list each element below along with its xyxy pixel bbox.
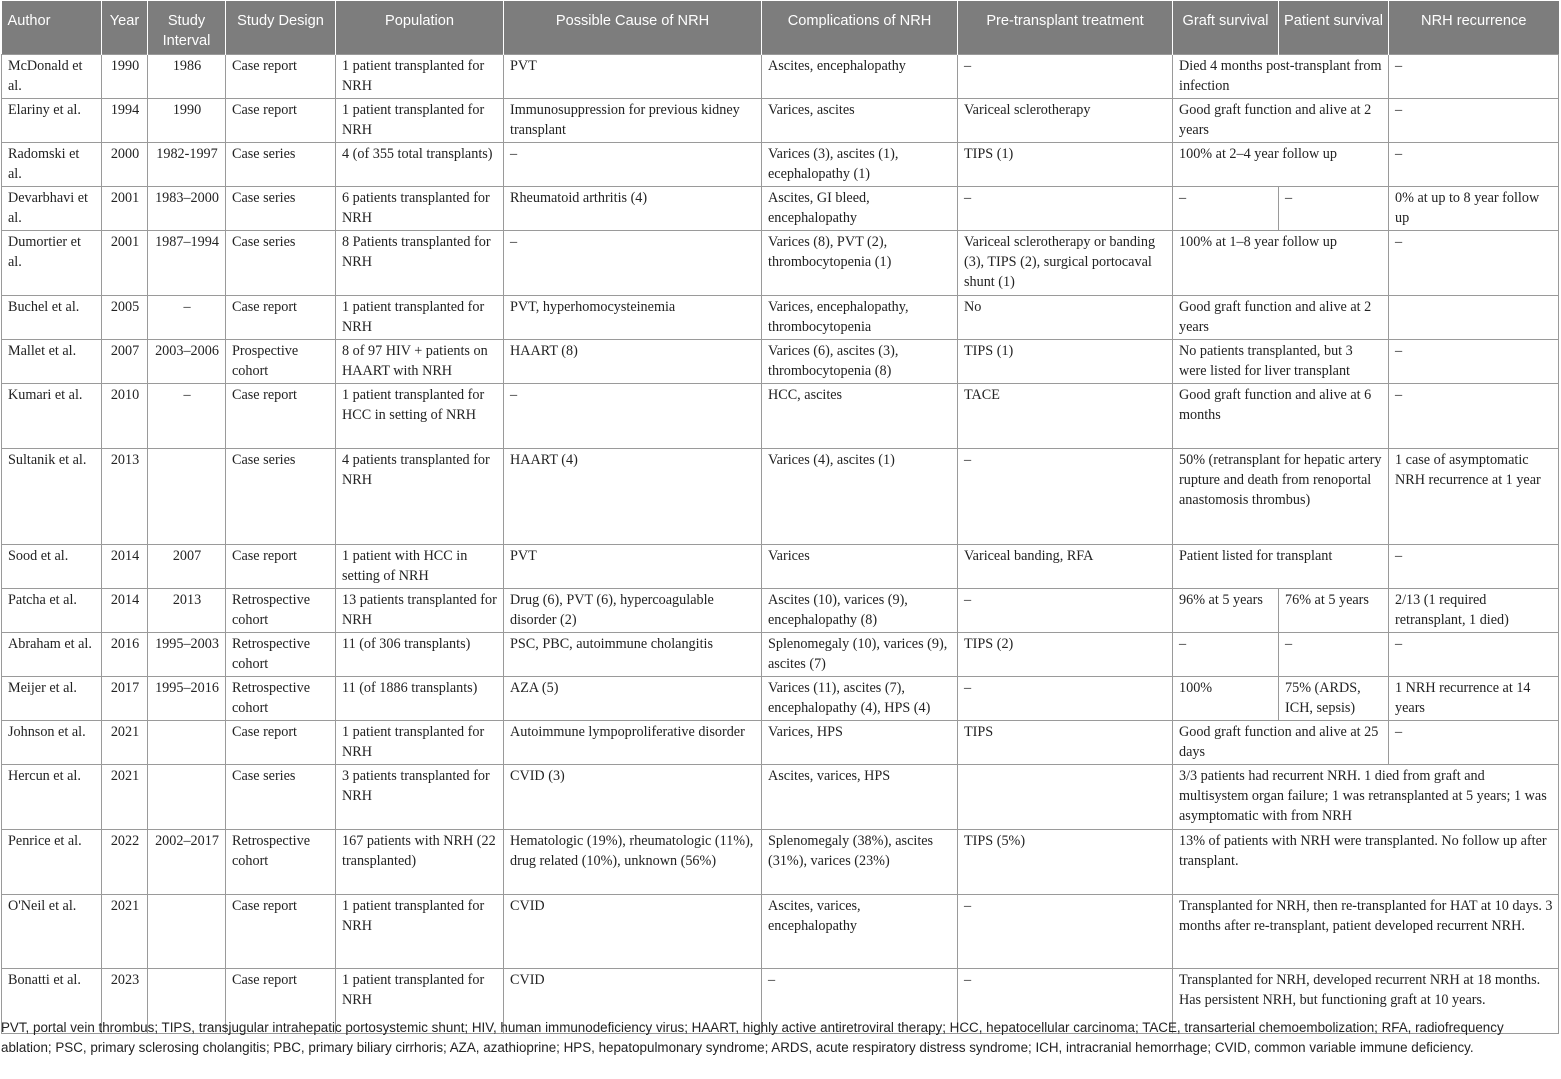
design-cell: Case report <box>226 55 336 99</box>
recurrence-cell: – <box>1389 55 1559 99</box>
table-row <box>2 589 1559 633</box>
header-row <box>2 1 1559 55</box>
author-cell: Elariny et al. <box>2 99 102 143</box>
population-cell: 4 (of 355 total transplants) <box>336 143 504 187</box>
interval-cell: – <box>148 296 226 340</box>
graft-patient-survival-cell: Good graft function and alive at 2 years <box>1173 99 1389 143</box>
treatment-cell: – <box>958 895 1173 969</box>
table-row <box>2 721 1559 765</box>
population-cell: 1 patient transplanted for NRH <box>336 99 504 143</box>
recurrence-cell: – <box>1389 384 1559 449</box>
recurrence-cell <box>1389 296 1559 340</box>
author-cell: Penrice et al. <box>2 830 102 895</box>
author-cell: Dumortier et al. <box>2 231 102 296</box>
year-cell: 2013 <box>102 449 148 545</box>
outcome-cell: 3/3 patients had recurrent NRH. 1 died from graft and multisystem organ failure; 1 was retransplanted at 5 years; 1 was asymptomatic with from NRH <box>1173 765 1559 830</box>
interval-cell: – <box>148 384 226 449</box>
year-cell: 2001 <box>102 231 148 296</box>
year-cell: 2017 <box>102 677 148 721</box>
population-cell: 1 patient transplanted for NRH <box>336 55 504 99</box>
graft-survival-cell: – <box>1173 187 1279 231</box>
complications-cell: Varices, encephalopathy, thrombocytopenia <box>762 296 958 340</box>
outcome-cell: 13% of patients with NRH were transplanted. No follow up after transplant. <box>1173 830 1559 895</box>
population-cell: 11 (of 306 transplants) <box>336 633 504 677</box>
graft-patient-survival-cell: 100% at 1–8 year follow up <box>1173 231 1389 296</box>
cause-cell: – <box>504 384 762 449</box>
population-cell: 1 patient transplanted for NRH <box>336 721 504 765</box>
recurrence-cell: – <box>1389 545 1559 589</box>
design-cell: Retrospective cohort <box>226 589 336 633</box>
population-cell: 6 patients transplanted for NRH <box>336 187 504 231</box>
table-footnote: PVT, portal vein thrombus; TIPS, transjugular intrahepatic portosystemic shunt; HIV, human immunodeficiency virus; HAART, highly active antiretroviral therapy; HCC, hepatocellular carcinoma; TACE, transarterial chemoembolization; RFA, radiofrequency ablation; PSC, primary sclerosing cholangitis; PBC, primary biliary cirrhoris; AZA, azathioprine; HPS, hepatopulmonary syndrome; ARDS, acute respiratory distress syndrome; ICH, intracranial hemorrhage; CVID, common variable immune deficiency. <box>1 1020 1504 1055</box>
table-row <box>2 449 1559 545</box>
table-row <box>2 677 1559 721</box>
author-cell: Patcha et al. <box>2 589 102 633</box>
author-cell: O'Neil et al. <box>2 895 102 969</box>
patient-survival-cell: – <box>1279 187 1389 231</box>
graft-patient-survival-cell: Died 4 months post-transplant from infection <box>1173 55 1389 99</box>
header-pretransplant-treatment: Pre-transplant treatment <box>958 1 1173 55</box>
complications-cell: – <box>762 969 958 1034</box>
author-cell: Mallet et al. <box>2 340 102 384</box>
table-row <box>2 143 1559 187</box>
recurrence-cell: 1 case of asymptomatic NRH recurrence at 1 year <box>1389 449 1559 545</box>
graft-patient-survival-cell: No patients transplanted, but 3 were listed for liver transplant <box>1173 340 1389 384</box>
population-cell: 3 patients transplanted for NRH <box>336 765 504 830</box>
table-body <box>2 55 1559 1034</box>
nrh-transplant-table <box>1 1 1559 1034</box>
patient-survival-cell: 76% at 5 years <box>1279 589 1389 633</box>
treatment-cell: – <box>958 55 1173 99</box>
design-cell: Retrospective cohort <box>226 677 336 721</box>
cause-cell: PVT <box>504 545 762 589</box>
graft-survival-cell: 96% at 5 years <box>1173 589 1279 633</box>
interval-cell <box>148 721 226 765</box>
cause-cell: – <box>504 143 762 187</box>
recurrence-cell: – <box>1389 99 1559 143</box>
year-cell: 2000 <box>102 143 148 187</box>
author-cell: Sood et al. <box>2 545 102 589</box>
population-cell: 8 Patients transplanted for NRH <box>336 231 504 296</box>
treatment-cell <box>958 765 1173 830</box>
population-cell: 1 patient transplanted for NRH <box>336 969 504 1034</box>
cause-cell: – <box>504 231 762 296</box>
author-cell: McDonald et al. <box>2 55 102 99</box>
population-cell: 13 patients transplanted for NRH <box>336 589 504 633</box>
population-cell: 4 patients transplanted for NRH <box>336 449 504 545</box>
complications-cell: Varices (6), ascites (3), thrombocytopenia (8) <box>762 340 958 384</box>
table-row <box>2 231 1559 296</box>
patient-survival-cell: 75% (ARDS, ICH, sepsis) <box>1279 677 1389 721</box>
population-cell: 167 patients with NRH (22 transplanted) <box>336 830 504 895</box>
cause-cell: HAART (4) <box>504 449 762 545</box>
population-cell: 8 of 97 HIV + patients on HAART with NRH <box>336 340 504 384</box>
population-cell: 11 (of 1886 transplants) <box>336 677 504 721</box>
recurrence-cell: 0% at up to 8 year follow up <box>1389 187 1559 231</box>
header-study-design: Study Design <box>226 1 336 55</box>
graft-patient-survival-cell: 100% at 2–4 year follow up <box>1173 143 1389 187</box>
header-complications: Complications of NRH <box>762 1 958 55</box>
design-cell: Case report <box>226 296 336 340</box>
cause-cell: Hematologic (19%), rheumatologic (11%), drug related (10%), unknown (56%) <box>504 830 762 895</box>
author-cell: Sultanik et al. <box>2 449 102 545</box>
interval-cell: 2003–2006 <box>148 340 226 384</box>
graft-patient-survival-cell: Patient listed for transplant <box>1173 545 1389 589</box>
cause-cell: CVID <box>504 895 762 969</box>
cause-cell: Autoimmune lympoproliferative disorder <box>504 721 762 765</box>
interval-cell <box>148 895 226 969</box>
treatment-cell: Variceal banding, RFA <box>958 545 1173 589</box>
cause-cell: CVID (3) <box>504 765 762 830</box>
author-cell: Bonatti et al. <box>2 969 102 1034</box>
complications-cell: Varices (3), ascites (1), ecephalopathy (1) <box>762 143 958 187</box>
design-cell: Case report <box>226 545 336 589</box>
interval-cell: 1982-1997 <box>148 143 226 187</box>
design-cell: Prospective cohort <box>226 340 336 384</box>
recurrence-cell: – <box>1389 231 1559 296</box>
cause-cell: Immunosuppression for previous kidney transplant <box>504 99 762 143</box>
year-cell: 2014 <box>102 589 148 633</box>
design-cell: Case report <box>226 721 336 765</box>
cause-cell: HAART (8) <box>504 340 762 384</box>
interval-cell: 1986 <box>148 55 226 99</box>
cause-cell: PVT <box>504 55 762 99</box>
treatment-cell: – <box>958 449 1173 545</box>
complications-cell: Varices (8), PVT (2), thrombocytopenia (1) <box>762 231 958 296</box>
year-cell: 1990 <box>102 55 148 99</box>
complications-cell: Ascites, GI bleed, encephalopathy <box>762 187 958 231</box>
treatment-cell: TIPS <box>958 721 1173 765</box>
year-cell: 2023 <box>102 969 148 1034</box>
table-row <box>2 765 1559 830</box>
complications-cell: Varices (4), ascites (1) <box>762 449 958 545</box>
table-row <box>2 384 1559 449</box>
cause-cell: Rheumatoid arthritis (4) <box>504 187 762 231</box>
table-row <box>2 296 1559 340</box>
design-cell: Case series <box>226 231 336 296</box>
graft-patient-survival-cell: Good graft function and alive at 6 months <box>1173 384 1389 449</box>
patient-survival-cell: – <box>1279 633 1389 677</box>
treatment-cell: No <box>958 296 1173 340</box>
cause-cell: PVT, hyperhomocysteinemia <box>504 296 762 340</box>
table-row <box>2 55 1559 99</box>
design-cell: Case series <box>226 143 336 187</box>
complications-cell: Ascites, encephalopathy <box>762 55 958 99</box>
graft-survival-cell: – <box>1173 633 1279 677</box>
interval-cell: 1983–2000 <box>148 187 226 231</box>
treatment-cell: – <box>958 589 1173 633</box>
treatment-cell: TIPS (5%) <box>958 830 1173 895</box>
author-cell: Radomski et al. <box>2 143 102 187</box>
author-cell: Meijer et al. <box>2 677 102 721</box>
graft-patient-survival-cell: 50% (retransplant for hepatic artery rupture and death from renoportal anastomosis thrombus) <box>1173 449 1389 545</box>
header-graft-survival: Graft survival <box>1173 1 1279 55</box>
recurrence-cell: – <box>1389 143 1559 187</box>
cause-cell: Drug (6), PVT (6), hypercoagulable disorder (2) <box>504 589 762 633</box>
recurrence-cell: – <box>1389 721 1559 765</box>
graft-patient-survival-cell: Good graft function and alive at 2 years <box>1173 296 1389 340</box>
design-cell: Case series <box>226 449 336 545</box>
header-nrh-recurrence: NRH recurrence <box>1389 1 1559 55</box>
population-cell: 1 patient transplanted for NRH <box>336 296 504 340</box>
header-possible-cause: Possible Cause of NRH <box>504 1 762 55</box>
treatment-cell: – <box>958 187 1173 231</box>
interval-cell <box>148 765 226 830</box>
year-cell: 2021 <box>102 895 148 969</box>
treatment-cell: TIPS (1) <box>958 143 1173 187</box>
header-author: Author <box>2 1 102 55</box>
recurrence-cell: – <box>1389 633 1559 677</box>
design-cell: Retrospective cohort <box>226 633 336 677</box>
year-cell: 2010 <box>102 384 148 449</box>
complications-cell: Varices, ascites <box>762 99 958 143</box>
year-cell: 2021 <box>102 765 148 830</box>
year-cell: 2007 <box>102 340 148 384</box>
design-cell: Case series <box>226 765 336 830</box>
header-patient-survival: Patient survival <box>1279 1 1389 55</box>
recurrence-cell: 2/13 (1 required retransplant, 1 died) <box>1389 589 1559 633</box>
year-cell: 2005 <box>102 296 148 340</box>
table-row <box>2 633 1559 677</box>
population-cell: 1 patient transplanted for HCC in setting of NRH <box>336 384 504 449</box>
header-year: Year <box>102 1 148 55</box>
treatment-cell: TACE <box>958 384 1173 449</box>
outcome-cell: Transplanted for NRH, then re-transplanted for HAT at 10 days. 3 months after re-transplant, patient developed recurrent NRH. <box>1173 895 1559 969</box>
year-cell: 2016 <box>102 633 148 677</box>
table-row <box>2 187 1559 231</box>
treatment-cell: – <box>958 969 1173 1034</box>
header-population: Population <box>336 1 504 55</box>
treatment-cell: Variceal sclerotherapy or banding (3), TIPS (2), surgical portocaval shunt (1) <box>958 231 1173 296</box>
interval-cell: 1987–1994 <box>148 231 226 296</box>
interval-cell <box>148 449 226 545</box>
complications-cell: HCC, ascites <box>762 384 958 449</box>
author-cell: Johnson et al. <box>2 721 102 765</box>
author-cell: Hercun et al. <box>2 765 102 830</box>
year-cell: 2022 <box>102 830 148 895</box>
complications-cell: Splenomegaly (38%), ascites (31%), varices (23%) <box>762 830 958 895</box>
interval-cell: 1995–2003 <box>148 633 226 677</box>
author-cell: Abraham et al. <box>2 633 102 677</box>
design-cell: Case report <box>226 969 336 1034</box>
year-cell: 2014 <box>102 545 148 589</box>
complications-cell: Varices <box>762 545 958 589</box>
complications-cell: Varices, HPS <box>762 721 958 765</box>
treatment-cell: TIPS (2) <box>958 633 1173 677</box>
cause-cell: CVID <box>504 969 762 1034</box>
design-cell: Retrospective cohort <box>226 830 336 895</box>
graft-survival-cell: 100% <box>1173 677 1279 721</box>
table-row <box>2 340 1559 384</box>
header-study-interval: Study Interval <box>148 1 226 55</box>
year-cell: 2001 <box>102 187 148 231</box>
complications-cell: Ascites, varices, HPS <box>762 765 958 830</box>
complications-cell: Varices (11), ascites (7), encephalopathy (4), HPS (4) <box>762 677 958 721</box>
graft-patient-survival-cell: Good graft function and alive at 25 days <box>1173 721 1389 765</box>
treatment-cell: Variceal sclerotherapy <box>958 99 1173 143</box>
year-cell: 1994 <box>102 99 148 143</box>
interval-cell: 2007 <box>148 545 226 589</box>
author-cell: Buchel et al. <box>2 296 102 340</box>
treatment-cell: – <box>958 677 1173 721</box>
interval-cell: 1995–2016 <box>148 677 226 721</box>
recurrence-cell: 1 NRH recurrence at 14 years <box>1389 677 1559 721</box>
complications-cell: Splenomegaly (10), varices (9), ascites (7) <box>762 633 958 677</box>
design-cell: Case series <box>226 187 336 231</box>
recurrence-cell: – <box>1389 340 1559 384</box>
table-row <box>2 895 1559 969</box>
table-row <box>2 99 1559 143</box>
treatment-cell: TIPS (1) <box>958 340 1173 384</box>
interval-cell: 2013 <box>148 589 226 633</box>
year-cell: 2021 <box>102 721 148 765</box>
complications-cell: Ascites (10), varices (9), encephalopathy (8) <box>762 589 958 633</box>
complications-cell: Ascites, varices, encephalopathy <box>762 895 958 969</box>
design-cell: Case report <box>226 895 336 969</box>
interval-cell: 2002–2017 <box>148 830 226 895</box>
design-cell: Case report <box>226 99 336 143</box>
table-row <box>2 830 1559 895</box>
outcome-cell: Transplanted for NRH, developed recurrent NRH at 18 months. Has persistent NRH, but functioning graft at 10 years. <box>1173 969 1559 1034</box>
population-cell: 1 patient transplanted for NRH <box>336 895 504 969</box>
interval-cell: 1990 <box>148 99 226 143</box>
author-cell: Kumari et al. <box>2 384 102 449</box>
population-cell: 1 patient with HCC in setting of NRH <box>336 545 504 589</box>
author-cell: Devarbhavi et al. <box>2 187 102 231</box>
cause-cell: PSC, PBC, autoimmune cholangitis <box>504 633 762 677</box>
design-cell: Case report <box>226 384 336 449</box>
cause-cell: AZA (5) <box>504 677 762 721</box>
table-row <box>2 545 1559 589</box>
